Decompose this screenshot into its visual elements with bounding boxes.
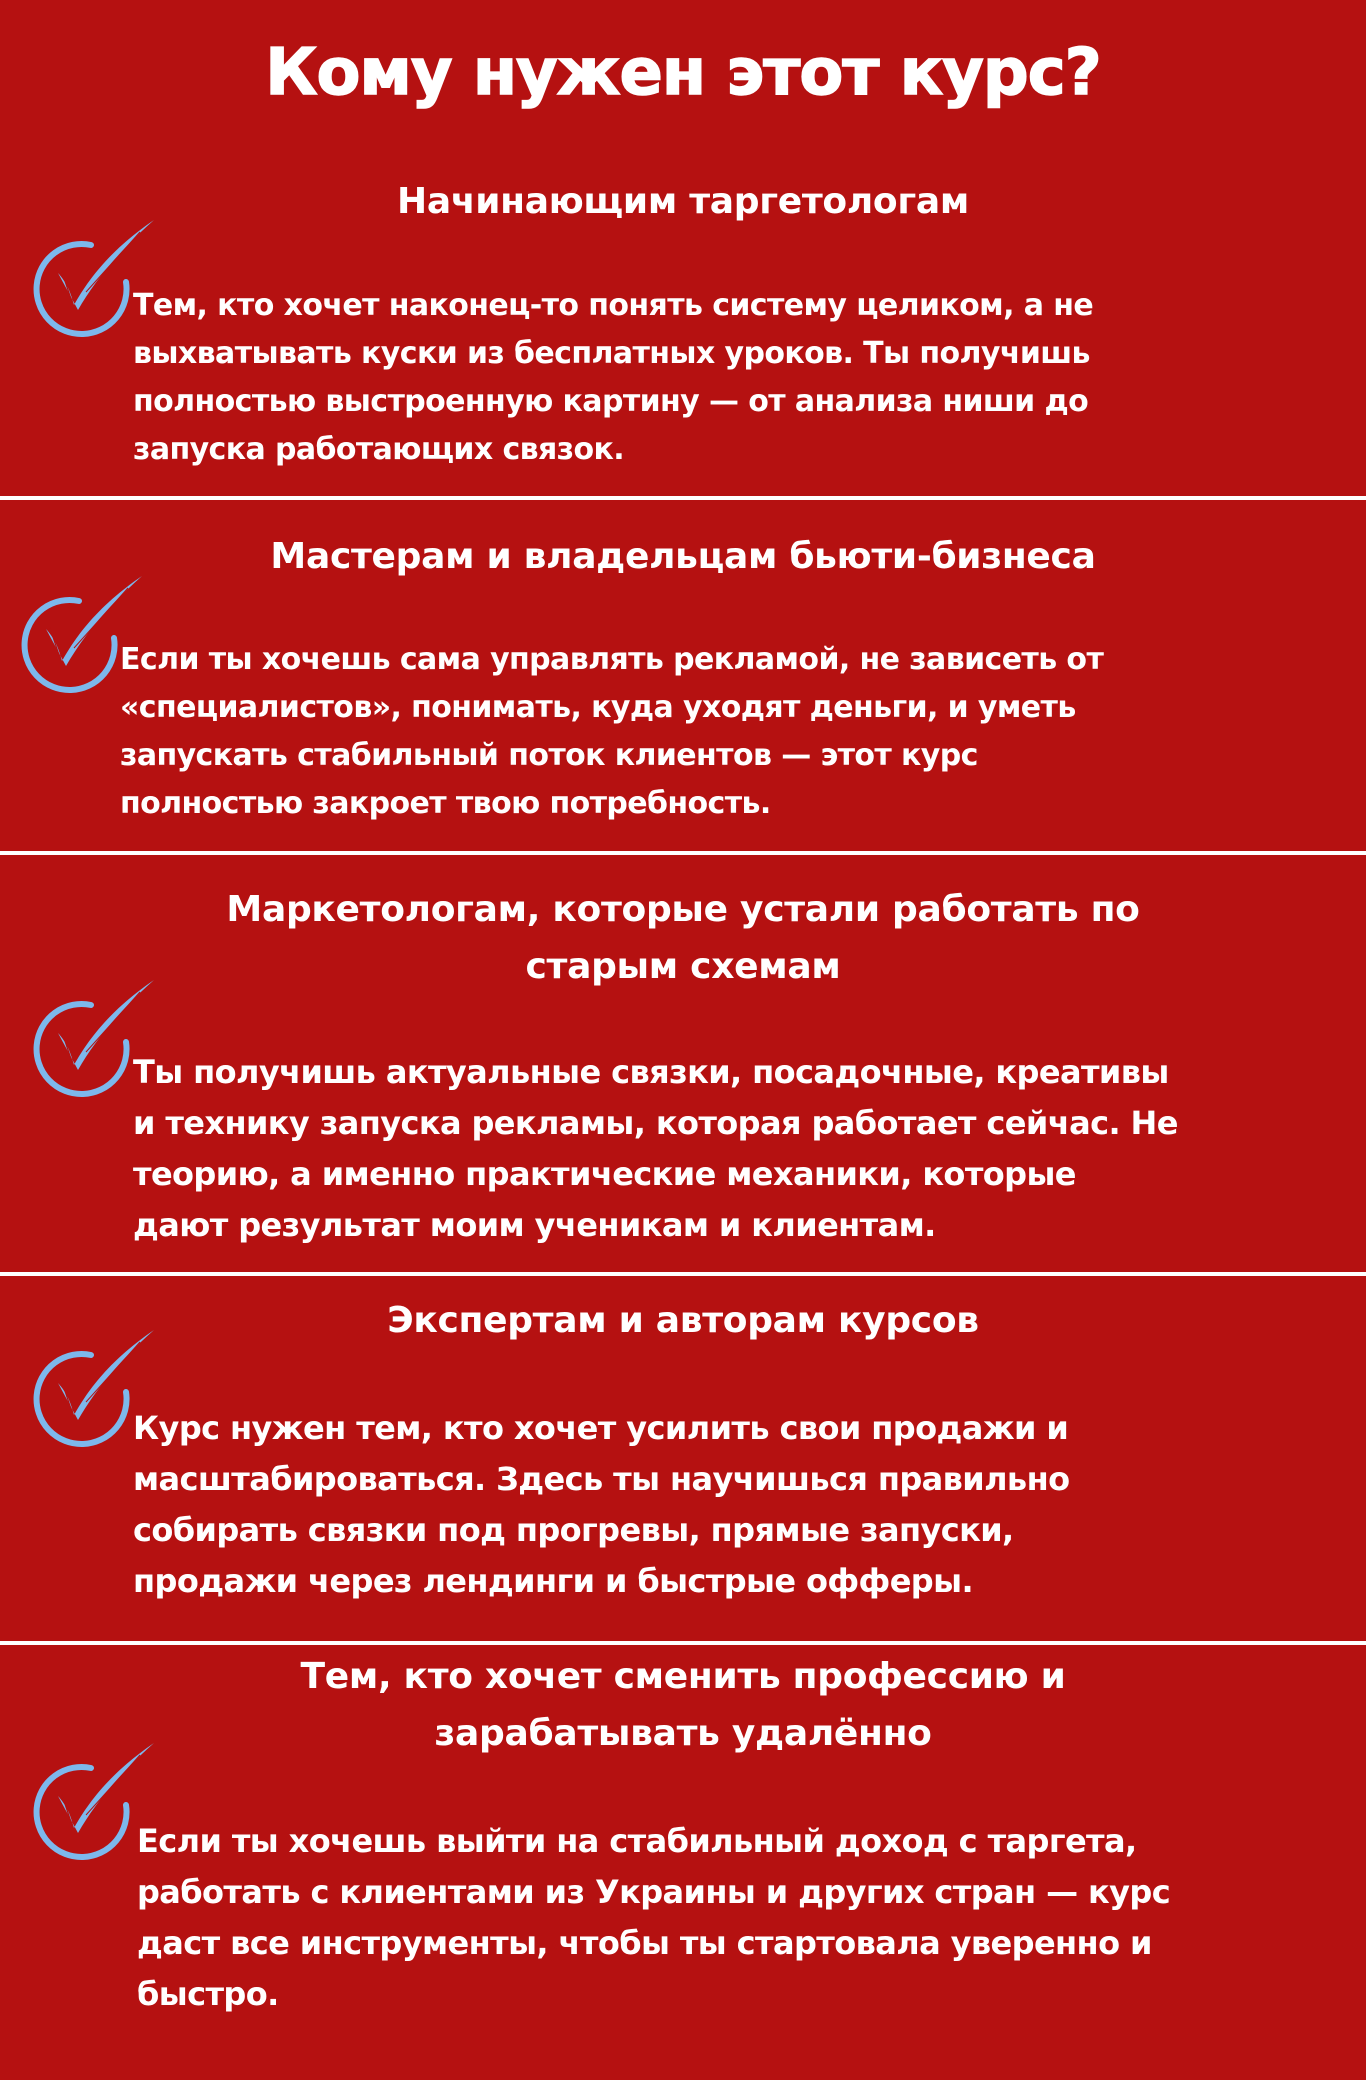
section-heading — [0, 881, 1366, 995]
section-heading — [0, 528, 1366, 585]
body-line: «специалистов», понимать, куда уходят деньги, и уметь — [120, 690, 1076, 725]
section-heading — [0, 1648, 1366, 1762]
section-heading-line: Начинающим таргетологам — [397, 181, 969, 222]
body-line: дают результат моим ученикам и клиентам. — [133, 1206, 936, 1244]
section-body — [120, 636, 1103, 828]
body-line: выхватывать куски из бесплатных уроков. Ты получишь — [133, 336, 1090, 371]
body-line: масштабироваться. Здесь ты научишься правильно — [133, 1460, 1070, 1498]
section-divider — [0, 851, 1366, 855]
body-line: быстро. — [137, 1975, 279, 2013]
section-body — [133, 282, 1093, 474]
section-body — [133, 1047, 1178, 1251]
body-line: Курс нужен тем, кто хочет усилить свои продажи и — [133, 1409, 1069, 1447]
section-divider — [0, 496, 1366, 500]
section-heading-line: зарабатывать удалённо — [434, 1713, 932, 1754]
body-line: Ты получишь актуальные связки, посадочные, креативы — [133, 1053, 1169, 1091]
body-line: и технику запуска рекламы, которая работает сейчас. Не — [133, 1104, 1178, 1142]
section-body — [133, 1403, 1069, 1607]
section-heading-line: Мастерам и владельцам бьюти-бизнеса — [270, 536, 1096, 577]
body-line: запускать стабильный поток клиентов — этот курс — [120, 738, 978, 773]
section-heading-line: старым схемам — [525, 946, 841, 987]
body-line: запуска работающих связок. — [133, 432, 625, 467]
section-heading-line: Экспертам и авторам курсов — [387, 1300, 979, 1341]
section-heading-line: Маркетологам, которые устали работать по — [226, 889, 1140, 930]
body-line: полностью закроет твою потребность. — [120, 786, 771, 821]
section-body — [137, 1816, 1170, 2020]
page-title: Кому нужен этот курс? — [265, 36, 1101, 110]
body-line: Тем, кто хочет наконец-то понять систему целиком, а не — [133, 288, 1094, 323]
section-divider — [0, 1641, 1366, 1645]
body-line: продажи через лендинги и быстрые офферы. — [133, 1562, 974, 1600]
section-divider — [0, 1272, 1366, 1276]
body-line: Если ты хочешь выйти на стабильный доход с таргета, — [137, 1822, 1137, 1860]
body-line: Если ты хочешь сама управлять рекламой, не зависеть от — [120, 642, 1104, 677]
section-heading — [0, 173, 1366, 230]
body-line: собирать связки под прогревы, прямые запуски, — [133, 1511, 1014, 1549]
body-line: полностью выстроенную картину — от анализа ниши до — [133, 384, 1089, 419]
body-line: теорию, а именно практические механики, которые — [133, 1155, 1076, 1193]
body-line: даст все инструменты, чтобы ты стартовала уверенно и — [137, 1924, 1152, 1962]
section-heading-line: Тем, кто хочет сменить профессию и — [300, 1656, 1066, 1697]
body-line: работать с клиентами из Украины и других стран — курс — [137, 1873, 1171, 1911]
section-heading — [0, 1292, 1366, 1349]
